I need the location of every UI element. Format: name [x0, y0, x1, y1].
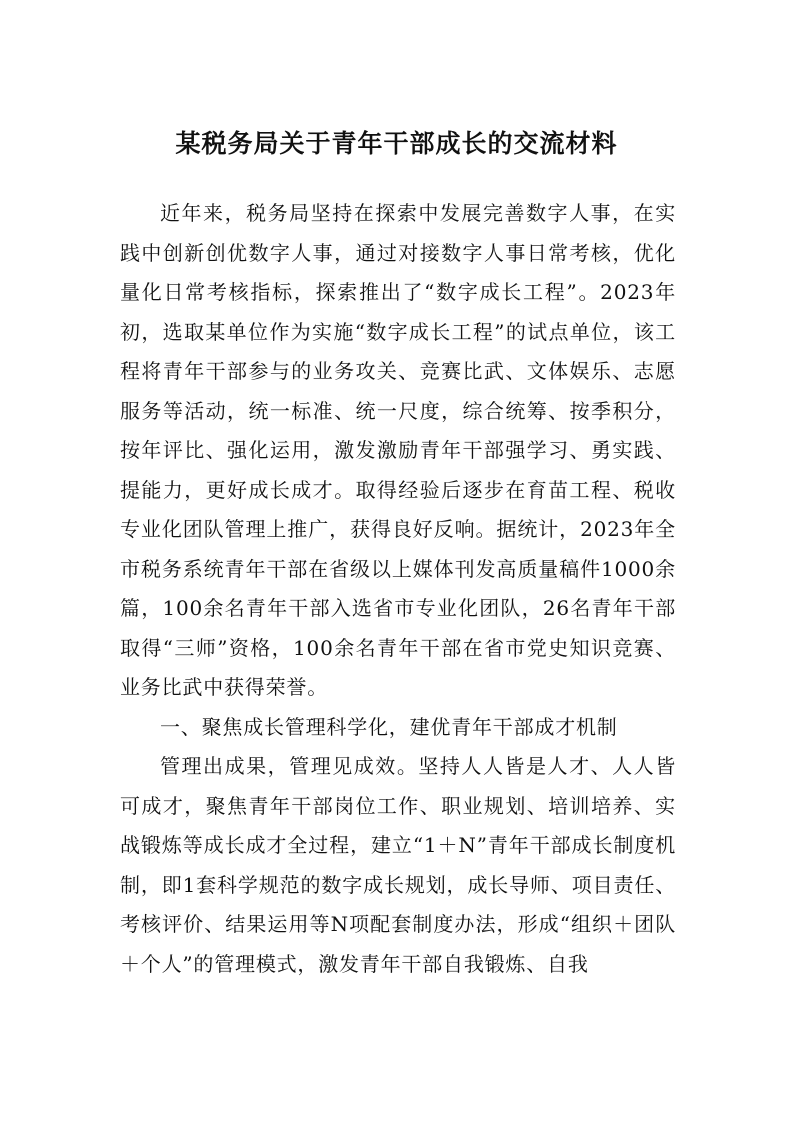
section-heading-1: 一、聚焦成长管理科学化，建优青年干部成才机制 [160, 714, 618, 739]
paragraph-intro: 近年来，税务局坚持在探索中发展完善数字人事，在实践中创新创优数字人事，通过对接数字人事日常考核，优化量化日常考核指标，探索推出了“数字成长工程”。2023年初，选取某单位作为实施“数字成长工程”的试点单位，该工程将青年干部参与的业务攻关、竞赛比武、文体娱乐、志愿服务等活动，统一标准、统一尺度，综合统筹、按季积分，按年评比、强化运用，激发激励青年干部强学习、勇实践、提能力，更好成长成才。取得经验后逐步在育苗工程、税收专业化团队管理上推广，获得良好反响。据统计，2023年全市税务系统青年干部在省级以上媒体刊发高质量稿件1000余篇，100余名青年干部入选省市专业化团队，26名青年干部取得“三师”资格，100余名青年干部在省市党史知识竞赛、业务比武中获得荣誉。 [120, 201, 676, 699]
paragraph-section-1: 管理出成果，管理见成效。坚持人人皆是人才、人人皆可成才，聚焦青年干部岗位工作、职业规划、培训培养、实战锻炼等成长成才全过程，建立“1＋N”青年干部成长制度机制，即1套科学规范的数字成长规划，成长导师、项目责任、考核评价、结果运用等N项配套制度办法，形成“组织＋团队＋个人”的管理模式，激发青年干部自我锻炼、自我 [120, 754, 676, 976]
document-title: 某税务局关于青年干部成长的交流材料 [175, 129, 618, 158]
document-body [120, 194, 676, 984]
